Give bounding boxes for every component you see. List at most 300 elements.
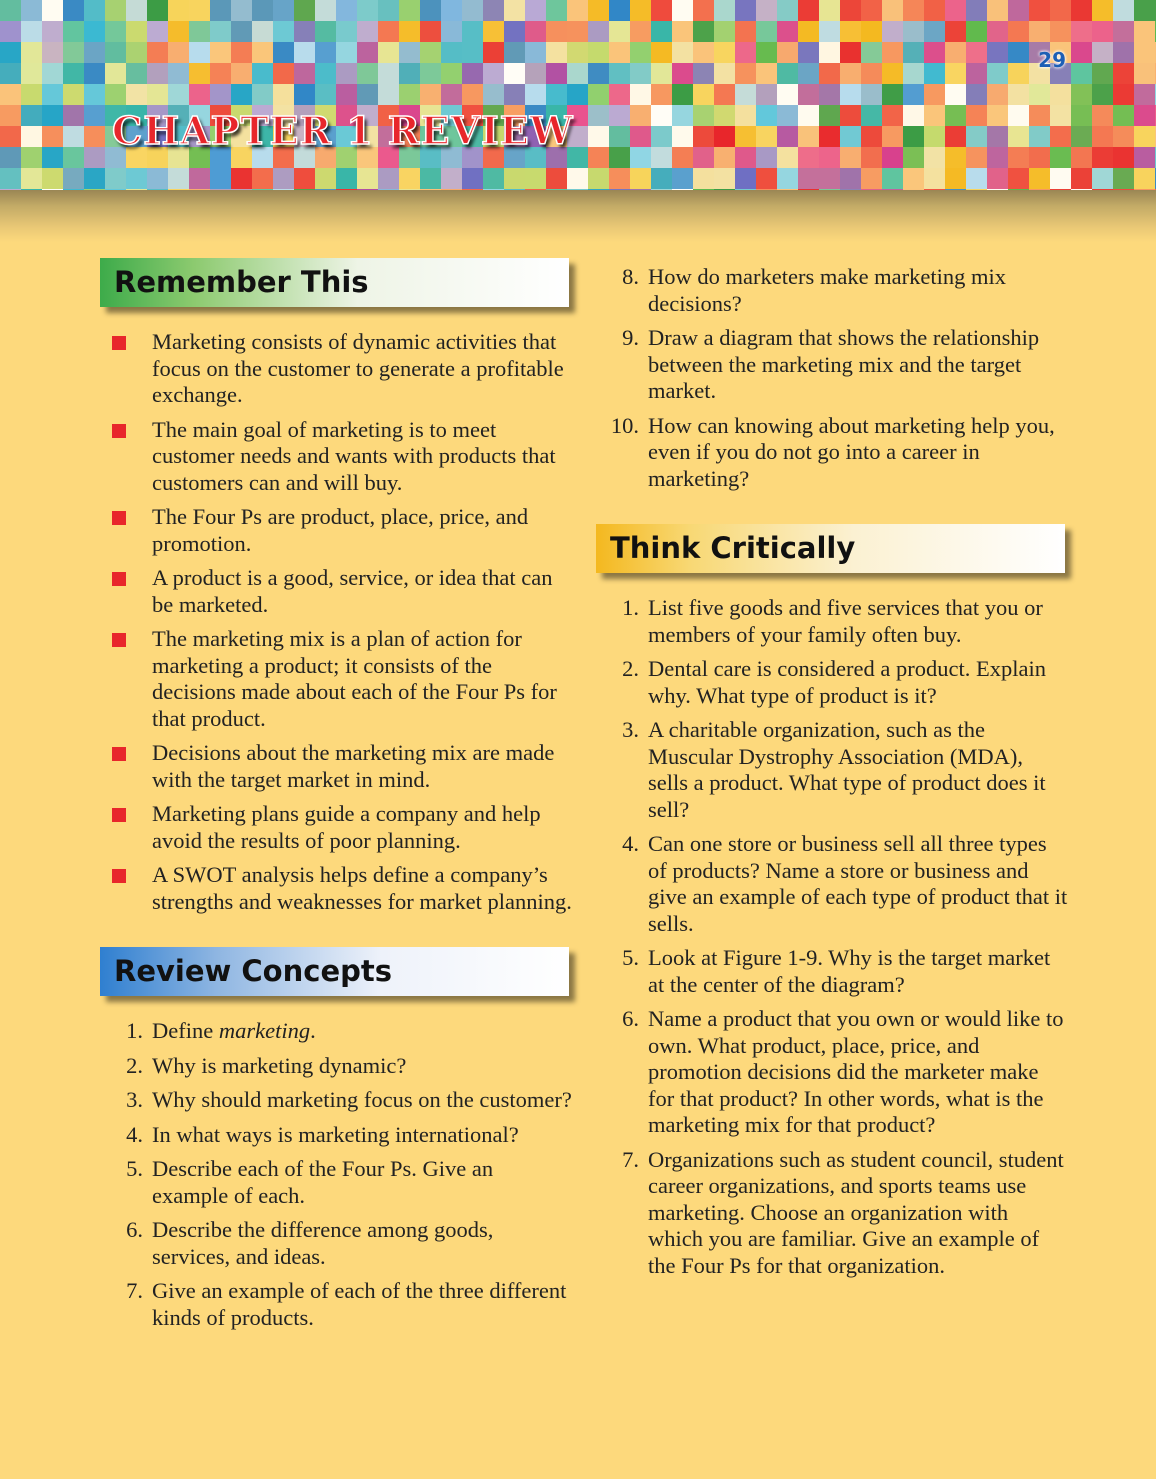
mosaic-tile [693, 63, 714, 84]
mosaic-tile [861, 168, 882, 189]
mosaic-tile [1071, 126, 1092, 147]
mosaic-tile [651, 147, 672, 168]
mosaic-tile [1134, 42, 1155, 63]
mosaic-tile [336, 168, 357, 189]
mosaic-tile [756, 105, 777, 126]
mosaic-tile [1113, 147, 1134, 168]
mosaic-tile [588, 0, 609, 21]
mosaic-tile [84, 168, 105, 189]
mosaic-tile [987, 147, 1008, 168]
mosaic-tile [1008, 168, 1029, 189]
mosaic-tile [714, 63, 735, 84]
mosaic-tile [336, 0, 357, 21]
list-item: 7. Organizations such as student council, student career organizations, and sports teams use marketing. Choose an organization with which you are familiar. Give an example of the Four Ps for that organization. [622, 1146, 1064, 1278]
mosaic-tile [1050, 126, 1071, 147]
mosaic-tile [756, 147, 777, 168]
mosaic-tile [168, 21, 189, 42]
mosaic-tile [441, 0, 462, 21]
mosaic-tile [42, 42, 63, 63]
mosaic-tile [21, 0, 42, 21]
mosaic-tile [966, 21, 987, 42]
mosaic-tile [1029, 168, 1050, 189]
list-item: 3. A charitable organization, such as the Muscular Dystrophy Association (MDA), sells a product. What type of product does it sell? [622, 717, 1046, 822]
mosaic-tile [945, 105, 966, 126]
mosaic-tile [567, 21, 588, 42]
mosaic-tile [1029, 147, 1050, 168]
mosaic-tile [567, 42, 588, 63]
mosaic-tile [798, 0, 819, 21]
mosaic-tile [756, 84, 777, 105]
mosaic-tile [861, 21, 882, 42]
mosaic-tile [672, 21, 693, 42]
mosaic-tile [966, 168, 987, 189]
list-item: 6. Describe the difference among goods, services, and ideas. [126, 1217, 494, 1269]
mosaic-tile [777, 147, 798, 168]
mosaic-tile [1071, 63, 1092, 84]
mosaic-tile [1071, 105, 1092, 126]
mosaic-tile [672, 0, 693, 21]
mosaic-tile [588, 126, 609, 147]
mosaic-tile [1029, 0, 1050, 21]
mosaic-tile [840, 147, 861, 168]
mosaic-tile [0, 168, 21, 189]
mosaic-tile [840, 84, 861, 105]
mosaic-tile [42, 0, 63, 21]
mosaic-tile [819, 84, 840, 105]
list-item: The main goal of marketing is to meet customer needs and wants with products that customers can and will buy. [100, 417, 572, 497]
mosaic-tile [567, 0, 588, 21]
mosaic-tile [945, 126, 966, 147]
mosaic-tile [483, 63, 504, 84]
mosaic-tile [378, 0, 399, 21]
mosaic-tile [588, 105, 609, 126]
mosaic-tile [630, 0, 651, 21]
mosaic-tile [126, 168, 147, 189]
mosaic-tile [21, 42, 42, 63]
mosaic-tile [651, 21, 672, 42]
mosaic-tile [231, 84, 252, 105]
mosaic-tile [378, 168, 399, 189]
mosaic-tile [399, 42, 420, 63]
mosaic-tile [1092, 42, 1113, 63]
mosaic-tile [1029, 84, 1050, 105]
mosaic-tile [84, 147, 105, 168]
mosaic-tile [651, 168, 672, 189]
mosaic-tile [399, 21, 420, 42]
mosaic-tile [798, 63, 819, 84]
mosaic-tile [1092, 21, 1113, 42]
mosaic-tile [945, 147, 966, 168]
red-square-bullet-icon [112, 869, 126, 883]
mosaic-tile [42, 63, 63, 84]
mosaic-tile [105, 42, 126, 63]
list-item: Decisions about the marketing mix are made with the target market in mind. [100, 740, 572, 793]
mosaic-tile [735, 126, 756, 147]
mosaic-tile [84, 105, 105, 126]
mosaic-tile [714, 42, 735, 63]
mosaic-tile [105, 21, 126, 42]
mosaic-tile [63, 63, 84, 84]
mosaic-tile [861, 0, 882, 21]
mosaic-tile [840, 0, 861, 21]
mosaic-tile [357, 21, 378, 42]
mosaic-tile [252, 63, 273, 84]
mosaic-tile [798, 84, 819, 105]
mosaic-tile [609, 168, 630, 189]
mosaic-tile [441, 21, 462, 42]
mosaic-tile [483, 0, 504, 21]
mosaic-tile [378, 63, 399, 84]
mosaic-tile [210, 42, 231, 63]
mosaic-tile [735, 84, 756, 105]
mosaic-tile [504, 42, 525, 63]
mosaic-tile [714, 168, 735, 189]
mosaic-tile [1134, 21, 1155, 42]
mosaic-tile [1071, 0, 1092, 21]
mosaic-tile [273, 21, 294, 42]
mosaic-tile [168, 168, 189, 189]
red-square-bullet-icon [112, 336, 126, 350]
mosaic-tile [168, 84, 189, 105]
mosaic-tile [1113, 42, 1134, 63]
mosaic-tile [399, 168, 420, 189]
mosaic-tile [420, 168, 441, 189]
mosaic-tile [609, 0, 630, 21]
mosaic-tile [147, 63, 168, 84]
mosaic-tile [1092, 63, 1113, 84]
mosaic-tile [1029, 105, 1050, 126]
mosaic-tile [819, 126, 840, 147]
mosaic-tile [1029, 21, 1050, 42]
mosaic-tile [693, 168, 714, 189]
mosaic-tile [294, 42, 315, 63]
mosaic-tile [462, 0, 483, 21]
mosaic-tile [357, 63, 378, 84]
mosaic-tile [798, 168, 819, 189]
mosaic-tile [210, 168, 231, 189]
mosaic-tile [441, 63, 462, 84]
mosaic-tile [315, 42, 336, 63]
mosaic-tile [63, 0, 84, 21]
mosaic-tile [966, 0, 987, 21]
list-item: 4. In what ways is marketing international? [126, 1121, 519, 1147]
remember-this-list [100, 329, 580, 915]
red-square-bullet-icon [112, 424, 126, 438]
list-item: 1. Define marketing. [126, 1018, 316, 1043]
list-item: 2. Dental care is considered a product. Explain why. What type of product is it? [622, 656, 1046, 708]
mosaic-tile [273, 63, 294, 84]
mosaic-tile [819, 63, 840, 84]
mosaic-tile [336, 63, 357, 84]
mosaic-tile [462, 42, 483, 63]
mosaic-tile [861, 126, 882, 147]
mosaic-tile [1134, 126, 1155, 147]
mosaic-tile [945, 21, 966, 42]
mosaic-tile [819, 42, 840, 63]
mosaic-tile [0, 105, 21, 126]
mosaic-tile [609, 21, 630, 42]
mosaic-tile [1050, 0, 1071, 21]
mosaic-tile [1134, 84, 1155, 105]
mosaic-tile [987, 21, 1008, 42]
mosaic-tile [462, 84, 483, 105]
mosaic-tile [756, 21, 777, 42]
mosaic-tile [966, 84, 987, 105]
mosaic-tile [1134, 0, 1155, 21]
mosaic-tile [1134, 105, 1155, 126]
mosaic-tile [987, 42, 1008, 63]
mosaic-tile [525, 0, 546, 21]
list-item: 5. Describe each of the Four Ps. Give an example of each. [126, 1156, 494, 1208]
page-number: 29 [1038, 48, 1066, 72]
list-item: 8. How do marketers make marketing mix decisions? [622, 264, 1007, 316]
mosaic-tile [609, 42, 630, 63]
mosaic-tile [84, 0, 105, 21]
mosaic-tile [609, 147, 630, 168]
mosaic-tile [588, 84, 609, 105]
mosaic-tile [357, 84, 378, 105]
mosaic-tile [777, 168, 798, 189]
left-column [100, 258, 580, 1339]
mosaic-tile [609, 105, 630, 126]
list-item: 2. Why is marketing dynamic? [126, 1052, 407, 1078]
mosaic-tile [735, 21, 756, 42]
list-item: Marketing consists of dynamic activities that focus on the customer to generate a profitable exchange. [100, 329, 572, 409]
mosaic-tile [651, 42, 672, 63]
mosaic-tile [1092, 105, 1113, 126]
mosaic-tile [924, 63, 945, 84]
mosaic-tile [651, 105, 672, 126]
mosaic-tile [588, 42, 609, 63]
mosaic-tile [147, 0, 168, 21]
mosaic-tile [504, 21, 525, 42]
mosaic-tile [21, 105, 42, 126]
mosaic-tile [420, 84, 441, 105]
think-critically-list [596, 595, 1076, 1279]
mosaic-tile [945, 84, 966, 105]
mosaic-tile [777, 0, 798, 21]
mosaic-tile [903, 105, 924, 126]
mosaic-tile [714, 147, 735, 168]
mosaic-tile [84, 84, 105, 105]
red-square-bullet-icon [112, 633, 126, 647]
mosaic-tile [567, 168, 588, 189]
mosaic-tile [987, 0, 1008, 21]
mosaic-tile [336, 21, 357, 42]
mosaic-tile [1113, 63, 1134, 84]
mosaic-tile [42, 21, 63, 42]
mosaic-tile [420, 63, 441, 84]
mosaic-tile [735, 147, 756, 168]
mosaic-tile [105, 168, 126, 189]
mosaic-tile [756, 0, 777, 21]
mosaic-tile [609, 126, 630, 147]
mosaic-tile [924, 84, 945, 105]
mosaic-tile [1092, 168, 1113, 189]
mosaic-tile [630, 147, 651, 168]
mosaic-tile [882, 21, 903, 42]
review-concepts-list-continued [596, 264, 1076, 492]
mosaic-tile [336, 42, 357, 63]
mosaic-tile [1008, 147, 1029, 168]
mosaic-tile [63, 147, 84, 168]
mosaic-tile [0, 0, 21, 21]
mosaic-tile [693, 105, 714, 126]
mosaic-tile [1092, 126, 1113, 147]
mosaic-tile [1113, 21, 1134, 42]
right-column [596, 264, 1076, 1287]
mosaic-tile [861, 105, 882, 126]
mosaic-tile [966, 105, 987, 126]
mosaic-tile [735, 168, 756, 189]
mosaic-tile [231, 42, 252, 63]
mosaic-tile [1050, 21, 1071, 42]
mosaic-tile [126, 42, 147, 63]
mosaic-tile [1050, 147, 1071, 168]
mosaic-tile [777, 84, 798, 105]
mosaic-tile [0, 126, 21, 147]
mosaic-tile [84, 21, 105, 42]
review-concepts-heading: Review Concepts [100, 947, 569, 996]
mosaic-tile [1113, 0, 1134, 21]
mosaic-tile [924, 126, 945, 147]
mosaic-tile [1113, 84, 1134, 105]
mosaic-tile [42, 105, 63, 126]
red-square-bullet-icon [112, 572, 126, 586]
mosaic-tile [210, 21, 231, 42]
mosaic-tile [588, 21, 609, 42]
mosaic-tile [441, 168, 462, 189]
mosaic-pattern-image [0, 0, 1156, 190]
mosaic-tile [798, 147, 819, 168]
mosaic-tile [357, 168, 378, 189]
mosaic-tile [210, 63, 231, 84]
mosaic-tile [1029, 126, 1050, 147]
mosaic-tile [672, 105, 693, 126]
mosaic-tile [546, 168, 567, 189]
mosaic-tile [273, 168, 294, 189]
mosaic-tile [21, 147, 42, 168]
mosaic-tile [630, 63, 651, 84]
mosaic-tile [357, 0, 378, 21]
mosaic-tile [252, 84, 273, 105]
mosaic-tile [483, 21, 504, 42]
mosaic-tile [462, 21, 483, 42]
mosaic-tile [777, 63, 798, 84]
mosaic-tile [903, 0, 924, 21]
mosaic-tile [693, 21, 714, 42]
mosaic-tile [399, 63, 420, 84]
mosaic-tile [84, 42, 105, 63]
mosaic-tile [105, 0, 126, 21]
mosaic-tile [714, 0, 735, 21]
mosaic-tile [1008, 84, 1029, 105]
mosaic-tile [882, 105, 903, 126]
mosaic-tile [63, 105, 84, 126]
mosaic-tile [42, 168, 63, 189]
mosaic-tile [294, 63, 315, 84]
mosaic-tile [861, 63, 882, 84]
mosaic-tile [42, 147, 63, 168]
mosaic-tile [294, 0, 315, 21]
mosaic-tile [924, 0, 945, 21]
mosaic-tile [378, 21, 399, 42]
mosaic-tile [840, 21, 861, 42]
mosaic-tile [21, 126, 42, 147]
mosaic-tile [672, 42, 693, 63]
mosaic-tile [798, 42, 819, 63]
mosaic-tile [1071, 147, 1092, 168]
mosaic-tile [231, 168, 252, 189]
list-item: A SWOT analysis helps define a company’s strengths and weaknesses for market planning. [100, 862, 572, 915]
mosaic-tile [861, 147, 882, 168]
mosaic-tile [63, 168, 84, 189]
mosaic-tile [966, 42, 987, 63]
list-item: 3. Why should marketing focus on the customer? [126, 1087, 572, 1112]
mosaic-tile [735, 63, 756, 84]
mosaic-tile [1008, 42, 1029, 63]
mosaic-tile [21, 84, 42, 105]
mosaic-tile [651, 84, 672, 105]
mosaic-tile [420, 42, 441, 63]
mosaic-tile [777, 126, 798, 147]
mosaic-tile [588, 168, 609, 189]
list-item: 4. Can one store or business sell all three types of products? Name a store or business and give an example of each type of product that it sells. [622, 831, 1068, 936]
mosaic-tile [168, 42, 189, 63]
mosaic-tile [252, 42, 273, 63]
mosaic-tile [630, 168, 651, 189]
mosaic-tile [777, 105, 798, 126]
mosaic-tile [924, 168, 945, 189]
mosaic-tile [840, 63, 861, 84]
mosaic-tile [903, 168, 924, 189]
mosaic-tile [756, 63, 777, 84]
mosaic-tile [1134, 168, 1155, 189]
mosaic-tile [588, 63, 609, 84]
mosaic-tile [189, 0, 210, 21]
mosaic-tile [504, 0, 525, 21]
mosaic-tile [987, 84, 1008, 105]
mosaic-tile [1008, 21, 1029, 42]
red-square-bullet-icon [112, 511, 126, 525]
mosaic-tile [1071, 21, 1092, 42]
mosaic-tile [882, 42, 903, 63]
mosaic-tile [63, 84, 84, 105]
mosaic-tile [315, 0, 336, 21]
mosaic-tile [987, 63, 1008, 84]
mosaic-tile [546, 42, 567, 63]
mosaic-tile [441, 42, 462, 63]
mosaic-tile [252, 168, 273, 189]
mosaic-tile [189, 42, 210, 63]
mosaic-tile [273, 84, 294, 105]
mosaic-tile [63, 42, 84, 63]
mosaic-tile [231, 63, 252, 84]
mosaic-tile [924, 105, 945, 126]
mosaic-tile [504, 84, 525, 105]
mosaic-tile [882, 168, 903, 189]
mosaic-tile [819, 168, 840, 189]
mosaic-tile [882, 126, 903, 147]
think-critically-heading: Think Critically [596, 524, 1065, 573]
remember-this-heading: Remember This [100, 258, 569, 307]
mosaic-tile [672, 84, 693, 105]
mosaic-tile [819, 21, 840, 42]
mosaic-tile [987, 105, 1008, 126]
mosaic-tile [714, 105, 735, 126]
mosaic-tile [651, 126, 672, 147]
mosaic-tile [651, 63, 672, 84]
